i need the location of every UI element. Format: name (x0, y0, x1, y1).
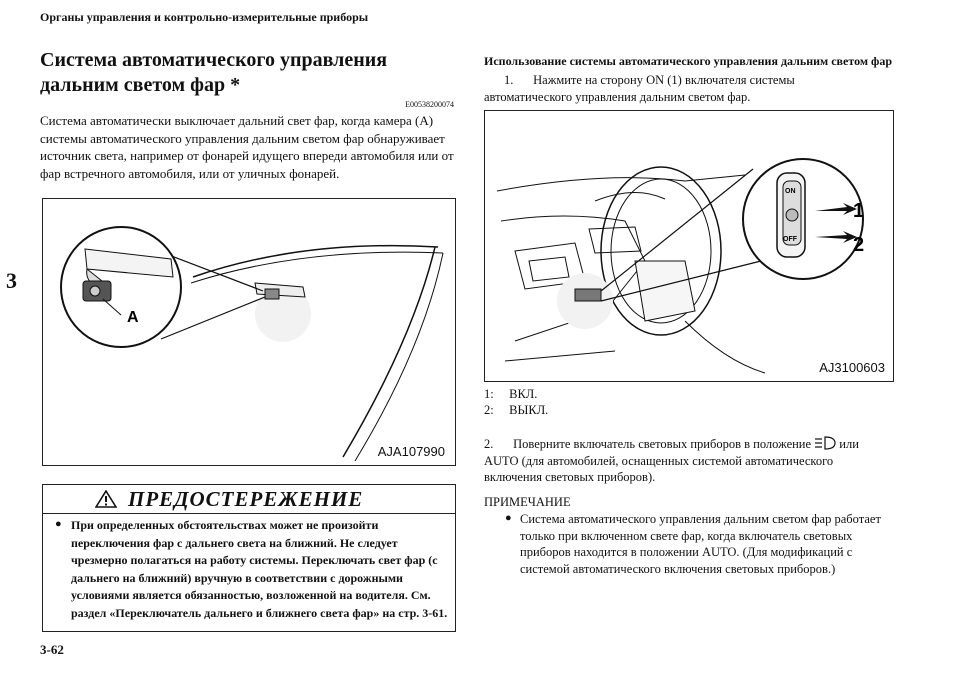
callout-2: 2 (853, 234, 865, 256)
section-title: Система автоматического управления дальним светом фар * (40, 49, 388, 96)
switch-figure (484, 110, 894, 382)
page-number: 3-62 (40, 642, 64, 657)
callout-a: A (127, 309, 139, 326)
figure-b-caption: AJ3100603 (819, 360, 885, 375)
headlight-icon (814, 436, 836, 450)
note-text: Система автоматического управления дальним светом фар работает только при включенном свете фар, когда включатель световых приборов находится в положении AUTO. (Для модификаций с системой автоматического включения световых приборов.) (520, 512, 881, 576)
legend-value: ВЫКЛ. (509, 403, 549, 417)
bullet-icon: ● (505, 512, 512, 524)
warning-box (42, 484, 456, 632)
intro-paragraph: Система автоматически выключает дальний свет фар, когда камера (А) системы автоматического управления дальним светом фар обнаруживает источник света, например от фонарей идущего впереди автомобиля или от фар встречного автомобиля, или от уличных фонарей. (40, 113, 454, 181)
switch-on-label: ON (785, 188, 796, 195)
warning-divider (43, 513, 455, 514)
step-1 (484, 72, 884, 105)
step-2-number: 2. (484, 437, 494, 451)
legend-value: ВКЛ. (509, 387, 538, 401)
warning-title: ПРЕДОСТЕРЕЖЕНИЕ (128, 487, 364, 511)
step-1-text: Нажмите на сторону ON (1) включателя системы автоматического управления дальним светом фар. (484, 73, 795, 104)
camera-figure (42, 198, 456, 466)
dashboard-illustration (485, 111, 893, 381)
warning-header (43, 485, 455, 513)
warning-text: При определенных обстоятельствах может не произойти переключения фар с дальнего света на ближний. Не следует чрезмерно полагаться на работу системы. Переключать свет фар (с дальнего на ближний) вручную в соответствии с дорожными условиями является обязанностью, возложенной на водителя. См. раздел «Переключатель дальнего и ближнего света фар» на стр. 3-61. (71, 518, 448, 620)
step-2-text-b: или AUTO (для автомобилей, оснащенных системой автоматического включения световых приборов). (484, 437, 859, 484)
legend-item-2 (484, 403, 548, 418)
step-1-number: 1. (504, 73, 514, 87)
chapter-tab: 3 (6, 268, 17, 293)
legend-key: 1: (484, 387, 494, 401)
camera-illustration (43, 199, 455, 465)
step-2 (484, 436, 894, 486)
note-heading: ПРИМЕЧАНИЕ (484, 495, 571, 509)
switch-off-label: OFF (783, 236, 797, 243)
usage-heading: Использование системы автоматического управления дальним светом фар (484, 54, 892, 68)
callout-1: 1 (853, 200, 865, 222)
legend-key: 2: (484, 403, 494, 417)
legend-item-1 (484, 387, 537, 402)
section-code: E00538200074 (405, 100, 454, 109)
running-header: Органы управления и контрольно-измерительные приборы (40, 10, 369, 24)
step-2-text-a: Поверните включатель световых приборов в положение (513, 437, 812, 451)
warning-triangle-icon (95, 490, 117, 508)
bullet-icon: ● (55, 518, 62, 530)
figure-a-caption: AJA107990 (377, 444, 445, 459)
